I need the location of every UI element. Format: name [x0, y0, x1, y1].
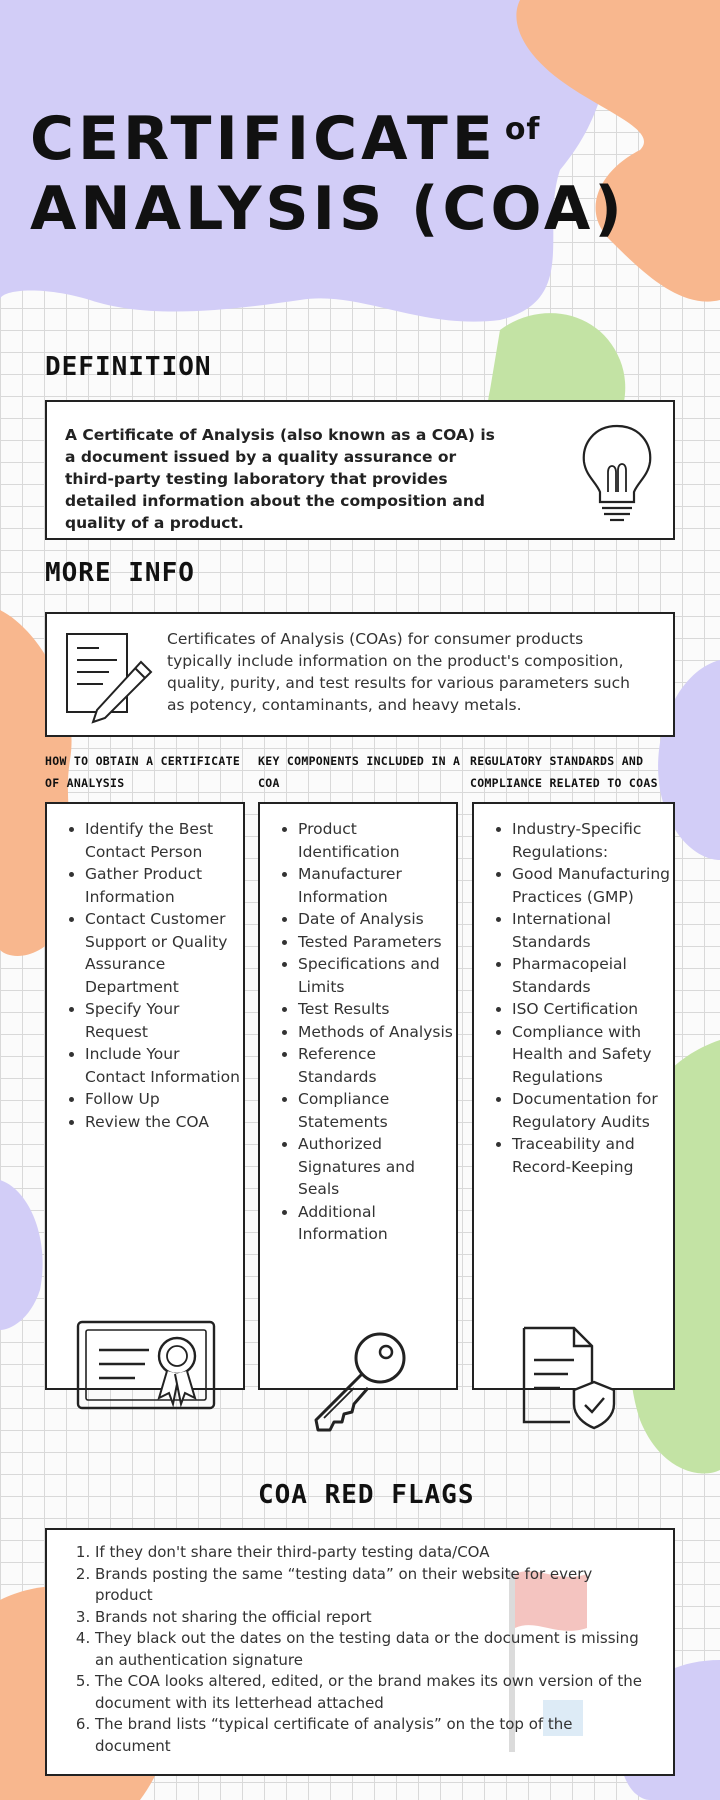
column-heading-regulatory: REGULATORY STANDARDS AND COMPLIANCE RELATED TO COAS	[470, 754, 658, 790]
key-icon	[304, 1326, 414, 1436]
list-item: • Identify the Best Contact Person	[85, 818, 243, 863]
list-item: • Documentation for Regulatory Audits	[512, 1088, 673, 1133]
list-item: • Date of Analysis	[298, 908, 456, 931]
list-item: • International Standards	[512, 908, 673, 953]
red-flags-list	[47, 1542, 673, 1757]
document-pencil-icon	[59, 624, 159, 724]
list-item: • ISO Certification	[512, 998, 673, 1021]
column-obtain	[45, 802, 245, 1390]
list-item: • Industry-Specific Regulations:	[512, 818, 673, 863]
list-item: • Product Identification	[298, 818, 456, 863]
list-item: • Include Your Contact Information	[85, 1043, 243, 1088]
list-item: • Good Manufacturing Practices (GMP)	[512, 863, 673, 908]
list-item: • Reference Standards	[298, 1043, 456, 1088]
document-shield-icon	[514, 1322, 624, 1432]
page-title	[30, 95, 626, 244]
list-item: • Specify Your Request	[85, 998, 243, 1043]
list-item: • Manufacturer Information	[298, 863, 456, 908]
more-info-box	[45, 612, 675, 737]
list-item: • Tested Parameters	[298, 931, 456, 954]
list-item: • Pharmacopeial Standards	[512, 953, 673, 998]
list-item: • Additional Information	[298, 1201, 456, 1246]
list-item: 1. If they don't share their third-party testing data/COA	[95, 1542, 673, 1564]
title-line1: CERTIFICATE	[30, 104, 497, 174]
obtain-list	[47, 818, 243, 1133]
definition-heading: DEFINITION	[45, 352, 212, 382]
list-item: • Authorized Signatures and Seals	[298, 1133, 456, 1201]
list-item: 5. The COA looks altered, edited, or the brand makes its own version of the document with its letterhead attached	[95, 1671, 673, 1714]
column-heading-components: KEY COMPONENTS INCLUDED IN A COA	[258, 754, 461, 790]
list-item: 3. Brands not sharing the official report	[95, 1607, 673, 1629]
components-list	[260, 818, 456, 1246]
list-item: • Compliance with Health and Safety Regulations	[512, 1021, 673, 1089]
list-item: • Methods of Analysis	[298, 1021, 456, 1044]
more-info-text: Certificates of Analysis (COAs) for consumer products typically include information on the product's composition, quality, purity, and test results for various parameters such as potency, contaminants, and heavy metals.	[167, 630, 630, 714]
lavender-blob-left-low	[0, 1180, 43, 1330]
regulatory-list	[474, 818, 673, 1178]
column-regulatory	[472, 802, 675, 1390]
definition-text: A Certificate of Analysis (also known as a COA) is a document issued by a quality assurance or third-party testing laboratory that provides detailed information about the composition and quality of a product.	[65, 426, 495, 532]
certificate-icon	[75, 1316, 217, 1416]
list-item: 2. Brands posting the same “testing data” on their website for every product	[95, 1564, 673, 1607]
red-flags-box	[45, 1528, 675, 1776]
list-item: • Specifications and Limits	[298, 953, 456, 998]
list-item: 4. They black out the dates on the testing data or the document is missing an authentication signature	[95, 1628, 673, 1671]
list-item: • Contact Customer Support or Quality Assurance Department	[85, 908, 243, 998]
list-item: • Review the COA	[85, 1111, 243, 1134]
list-item: • Test Results	[298, 998, 456, 1021]
list-item: • Compliance Statements	[298, 1088, 456, 1133]
list-item: • Gather Product Information	[85, 863, 243, 908]
red-flags-heading: COA RED FLAGS	[258, 1480, 475, 1510]
list-item: • Follow Up	[85, 1088, 243, 1111]
definition-box	[45, 400, 675, 540]
list-item: • Traceability and Record-Keeping	[512, 1133, 673, 1178]
list-item: 6. The brand lists “typical certificate of analysis” on the top of the document	[95, 1714, 673, 1757]
more-info-heading: MORE INFO	[45, 558, 195, 588]
title-line2: ANALYSIS (COA)	[30, 174, 626, 244]
column-heading-obtain: HOW TO OBTAIN A CERTIFICATE OF ANALYSIS	[45, 754, 241, 790]
title-of: of	[504, 112, 541, 147]
lightbulb-icon	[572, 418, 662, 523]
column-components	[258, 802, 458, 1390]
